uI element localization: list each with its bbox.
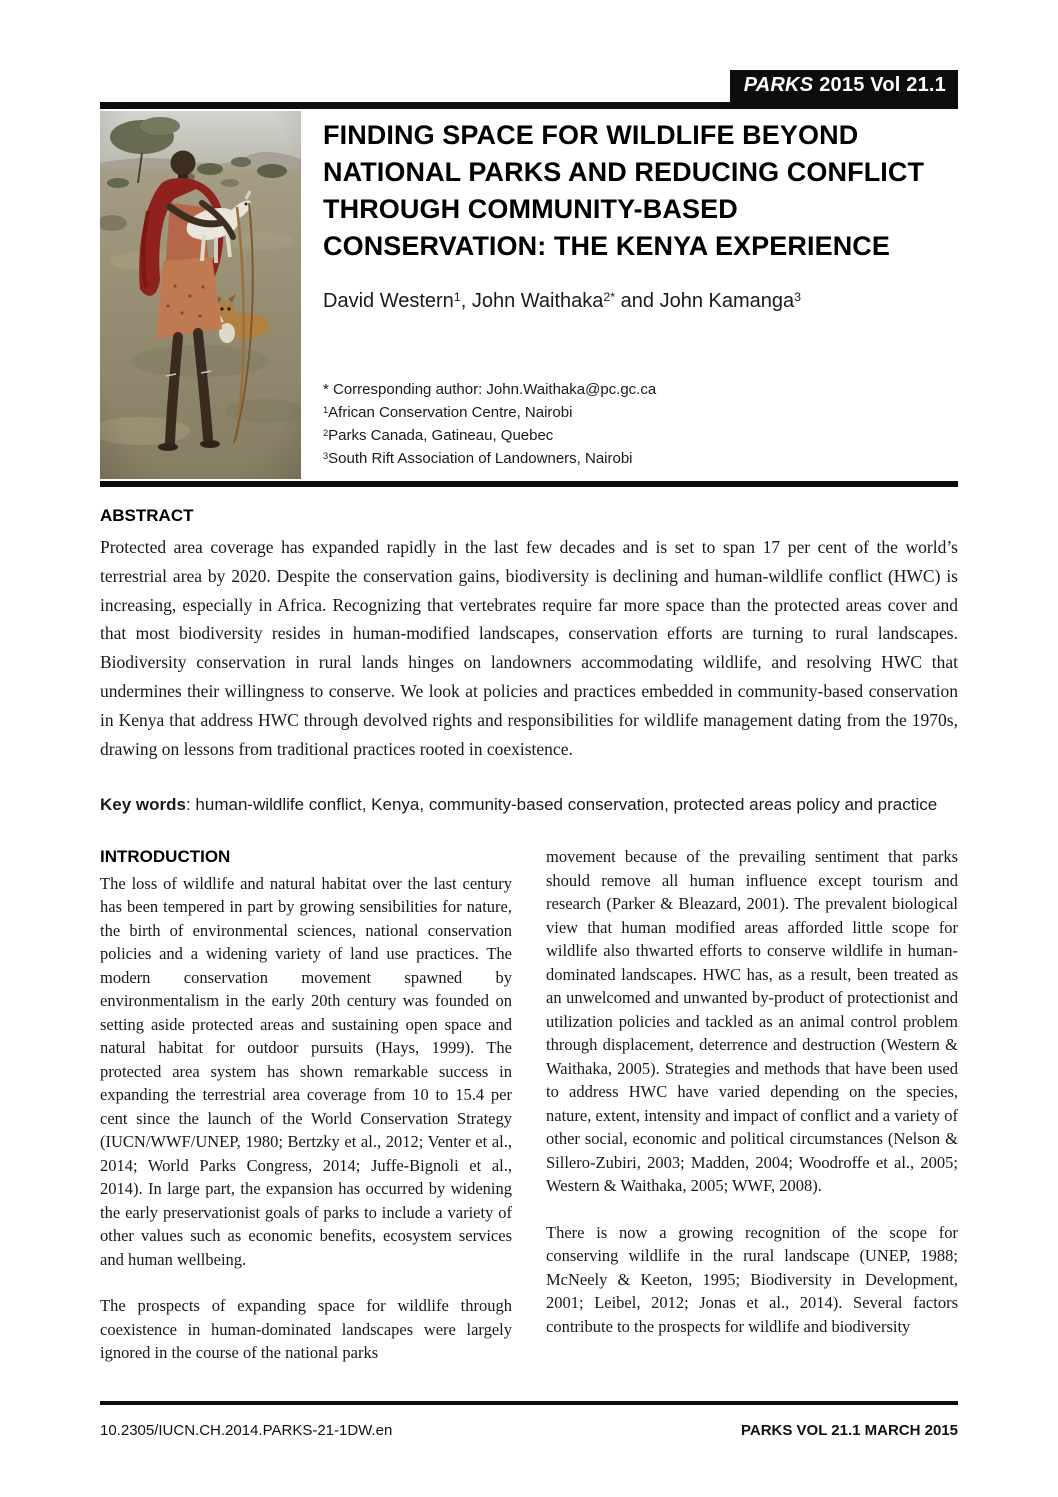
title-line: THROUGH COMMUNITY-BASED — [323, 194, 738, 224]
header-band — [100, 70, 958, 102]
introduction-heading: INTRODUCTION — [100, 847, 231, 867]
author-name: , John Waithaka — [460, 290, 604, 312]
doi-text: 10.2305/IUCN.CH.2014.PARKS-21-1DW.en — [100, 1422, 393, 1439]
affiliations-block — [323, 377, 958, 469]
title-line: NATIONAL PARKS AND REDUCING CONFLICT — [323, 157, 925, 187]
title-line: FINDING SPACE FOR WILDLIFE BEYOND — [323, 120, 859, 150]
hero-bottom-rule — [100, 481, 958, 487]
abstract-body: Protected area coverage has expanded rapidly in the last few decades and is set to span 17 per cent of the world’s terrestrial area by 2020. Despite the conservation gains, biodiversity is declining and human-wildlife conflict (HWC) is increasing, especially in Africa. Recognizing that vertebrates require far more space than the protected areas cover and that most biodiversity resides in human-modified landscapes, conservation efforts are turning to rural landscapes. Biodiversity conservation in rural lands hinges on landowners accommodating wildlife, and resolving HWC that undermines their willingness to conserve. We look at policies and practices embedded in community-based conservation in Kenya that address HWC through devolved rights and responsibilities for wildlife management dating from the 1970s, drawing on lessons from traditional practices rooted in coexistence. — [100, 537, 958, 759]
author-superscript: 3 — [794, 290, 802, 304]
keywords-line — [100, 792, 958, 818]
left-column — [100, 845, 512, 1365]
affil-superscript: 2 — [323, 428, 329, 438]
affil-superscript: 1 — [323, 405, 329, 415]
affil-text: African Conservation Centre, Nairobi — [328, 404, 573, 421]
journal-name: PARKS — [743, 74, 814, 96]
intro-paragraph: movement because of the prevailing sentiment that parks should remove all human influence except tourism and research (Parker & Bleazard, 2001). The prevalent biological view that human modified areas afforded little scope for wildlife also thwarted efforts to conserve wildlife in human-dominated landscapes. HWC has, as a result, been treated as an unwelcomed and unwanted by-product of protectionist and utilization policies and tackled as an animal control problem through displacement, deterrence and destruction (Western & Waithaka, 2005). Strategies and methods that have been used to address HWC have varied depending on the species, nature, extent, intensity and impact of conflict and a variety of other social, economic and political circumstances (Nelson & Sillero-Zubiri, 2003; Madden, 2004; Woodroffe et al., 2005; Western & Waithaka, 2005; WWF, 2008). — [546, 847, 958, 1196]
title-block — [323, 111, 958, 481]
page-footer — [100, 1401, 958, 1439]
footer-rule — [100, 1401, 958, 1405]
intro-paragraph: The loss of wildlife and natural habitat over the last century has been tempered in part by growing sensibilities for nature, the birth of environmental sciences, national conservation policies and a widening variety of land use practices. The modern conservation movement spawned by environmentalism in the early 20th century was founded on setting aside protected areas and sustaining open space and natural habitat for outdoor pursuits (Hays, 1999). The protected area system has shown remarkable success in expanding the terrestrial area coverage from 10 to 15.4 per cent since the launch of the World Conservation Strategy (IUCN/WWF/UNEP, 1980; Bertzky et al., 2012; Venter et al., 2014; World Parks Congress, 2014; Juffe-Bignoli et al., 2014). In large part, the expansion has occurred by widening the early preservationist goals of parks to include a variety of other values such as economic benefits, ecosystem services and human wellbeing. — [100, 873, 512, 1269]
affiliation-line — [323, 446, 958, 469]
affil-text: South Rift Association of Landowners, Nairobi — [328, 450, 633, 467]
author-name: David Western — [323, 290, 454, 312]
hero-section — [100, 111, 958, 481]
keywords-label: Key words — [100, 795, 186, 815]
journal-volume: 2015 Vol 21.1 — [819, 74, 946, 96]
affiliation-line — [323, 423, 958, 446]
authors-line — [323, 290, 958, 313]
intro-paragraph: There is now a growing recognition of the scope for conserving wildlife in the rural landscape (UNEP, 1988; McNeely & Keeton, 1995; Biodiversity in Development, 2001; Leibel, 2012; Jonas et al., 2014). Several factors contribute to the prospects for wildlife and biodiversity — [546, 1222, 958, 1336]
page-content — [100, 0, 958, 1365]
corresponding-author-line — [323, 377, 958, 400]
author-name: and John Kamanga — [615, 290, 795, 312]
affiliation-line — [323, 400, 958, 423]
intro-columns — [100, 845, 958, 1365]
affil-text: * Corresponding author: John.Waithaka@pc.gc.ca — [323, 381, 657, 398]
cover-photo — [100, 111, 301, 479]
keywords-text: : human-wildlife conflict, Kenya, community-based conservation, protected areas policy and practice — [185, 795, 938, 815]
header-rule — [100, 102, 958, 109]
journal-volume-badge — [730, 70, 958, 102]
title-line: CONSERVATION: THE KENYA EXPERIENCE — [323, 231, 890, 261]
intro-paragraph: The prospects of expanding space for wildlife through coexistence in human-dominated landscapes were largely ignored in the course of the national parks — [100, 1296, 512, 1363]
affil-superscript: 3 — [323, 451, 329, 461]
author-superscript: 1 — [453, 290, 461, 304]
right-column — [546, 845, 958, 1365]
paper-title — [323, 117, 958, 265]
maasai-herder-photo-illustration — [100, 111, 301, 479]
affil-text: Parks Canada, Gatineau, Quebec — [328, 427, 554, 444]
abstract-heading: ABSTRACT — [100, 506, 194, 525]
issue-text: PARKS VOL 21.1 MARCH 2015 — [740, 1422, 958, 1439]
author-superscript: 2* — [603, 290, 616, 304]
